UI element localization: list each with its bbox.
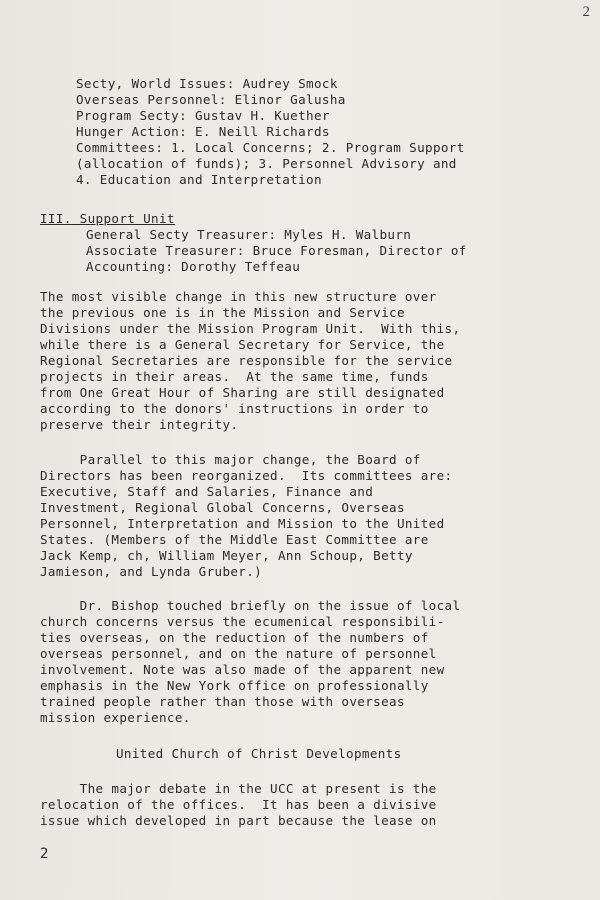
staff-line: 4. Education and Interpretation xyxy=(76,172,322,187)
staff-line: Hunger Action: E. Neill Richards xyxy=(76,124,330,139)
support-line: Accounting: Dorothy Teffeau xyxy=(86,259,301,274)
paragraph-line: ties overseas, on the reduction of the numbers of xyxy=(40,630,429,645)
paragraph-line: Jamieson, and Lynda Gruber.) xyxy=(40,564,263,579)
support-line: Associate Treasurer: Bruce Foresman, Director of xyxy=(86,243,467,258)
paragraph-line: projects in their areas. At the same time, funds xyxy=(40,369,429,384)
paragraph-line: emphasis in the New York office on professionally xyxy=(40,678,429,693)
paragraph-line: The most visible change in this new structure over xyxy=(40,289,437,304)
paragraph-line: Divisions under the Mission Program Unit. With this, xyxy=(40,321,461,336)
paragraph-line: Dr. Bishop touched briefly on the issue of local xyxy=(40,598,461,613)
paragraph-line: preserve their integrity. xyxy=(40,417,239,432)
paragraph-line: involvement. Note was also made of the apparent new xyxy=(40,662,445,677)
support-line: General Secty Treasurer: Myles H. Walburn xyxy=(86,227,412,242)
paragraph-line: Investment, Regional Global Concerns, Overseas xyxy=(40,500,405,515)
paragraph-line: The major debate in the UCC at present is the xyxy=(40,781,437,796)
staff-line: (allocation of funds); 3. Personnel Advisory and xyxy=(76,156,457,171)
paragraph-line: overseas personnel, and on the nature of personnel xyxy=(40,646,437,661)
paragraph-line: Executive, Staff and Salaries, Finance and xyxy=(40,484,374,499)
paragraph-line: mission experience. xyxy=(40,710,191,725)
paragraph-line: Regional Secretaries are responsible for the service xyxy=(40,353,453,368)
paragraph-line: issue which developed in part because the lease on xyxy=(40,813,437,828)
paragraph-line: Directors has been reorganized. Its committees are: xyxy=(40,468,453,483)
paragraph-line: Parallel to this major change, the Board of xyxy=(40,452,421,467)
staff-line: Overseas Personnel: Elinor Galusha xyxy=(76,92,346,107)
staff-line: Committees: 1. Local Concerns; 2. Program Support xyxy=(76,140,465,155)
corner-page-number: 2 xyxy=(582,4,590,20)
paragraph-line: the previous one is in the Mission and Service xyxy=(40,305,405,320)
paragraph-line: Jack Kemp, ch, William Meyer, Ann Schoup, Betty xyxy=(40,548,413,563)
paragraph-line: States. (Members of the Middle East Committee are xyxy=(40,532,429,547)
staff-line: Program Secty: Gustav H. Kuether xyxy=(76,108,330,123)
section-heading-ucc: United Church of Christ Developments xyxy=(116,746,402,761)
paragraph-line: Personnel, Interpretation and Mission to the United xyxy=(40,516,445,531)
paragraph-line: according to the donors' instructions in order to xyxy=(40,401,429,416)
paragraph-line: trained people rather than those with overseas xyxy=(40,694,405,709)
paragraph-line: while there is a General Secretary for Service, the xyxy=(40,337,445,352)
staff-line: Secty, World Issues: Audrey Smock xyxy=(76,76,338,91)
footer-page-number: 2 xyxy=(40,846,49,862)
support-unit-heading: III. Support Unit xyxy=(40,211,175,226)
paragraph-line: from One Great Hour of Sharing are still designated xyxy=(40,385,445,400)
paragraph-line: relocation of the offices. It has been a divisive xyxy=(40,797,437,812)
paragraph-line: church concerns versus the ecumenical responsibili- xyxy=(40,614,445,629)
